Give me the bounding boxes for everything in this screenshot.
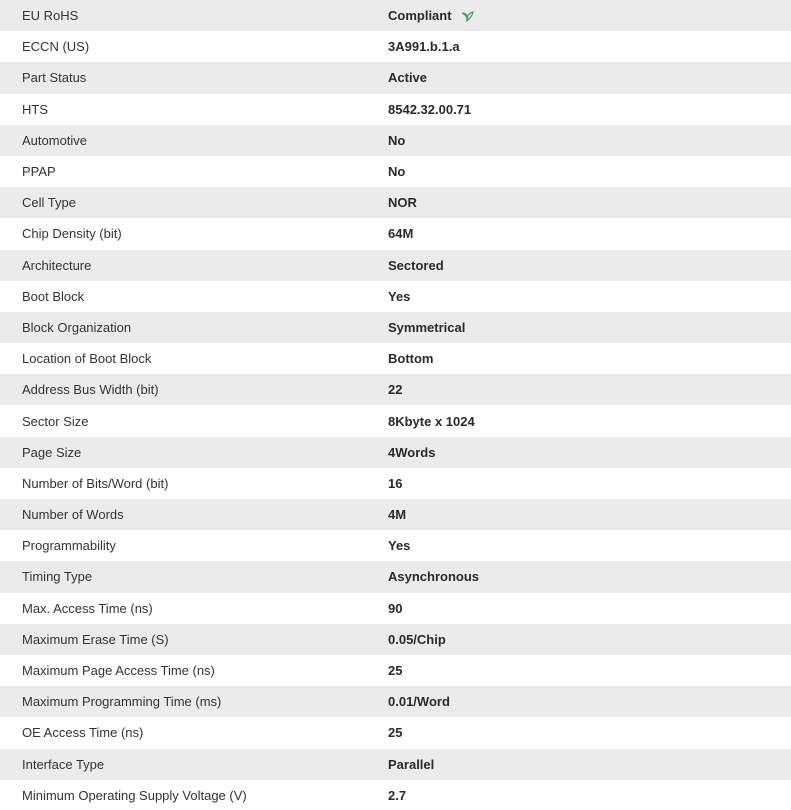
spec-label: Chip Density (bit) [22, 226, 122, 242]
spec-row-page-size [0, 437, 791, 468]
spec-value: 22 [388, 382, 403, 398]
spec-value: Bottom [388, 351, 434, 367]
spec-value: 4M [388, 507, 407, 523]
spec-value: 90 [388, 600, 403, 616]
spec-label: Architecture [22, 257, 92, 273]
spec-value: 8542.32.00.71 [388, 101, 472, 117]
spec-label: HTS [22, 101, 48, 117]
spec-value: Yes [388, 538, 411, 554]
spec-row-oe-access-time [0, 717, 791, 748]
spec-label: Number of Words [22, 507, 124, 523]
spec-row-timing-type [0, 561, 791, 592]
spec-label: EU RoHS [22, 8, 79, 24]
spec-row-eu-rohs [0, 0, 791, 31]
spec-value: Sectored [388, 257, 444, 273]
spec-row-location-of-boot-block [0, 343, 791, 374]
spec-row-boot-block [0, 281, 791, 312]
spec-label: Sector Size [22, 413, 89, 429]
spec-label: Minimum Operating Supply Voltage (V) [22, 787, 247, 803]
spec-label: Number of Bits/Word (bit) [22, 475, 169, 491]
spec-value: Symmetrical [388, 319, 466, 335]
spec-label: Programmability [22, 538, 116, 554]
spec-row-chip-density [0, 218, 791, 249]
spec-value: No [388, 164, 406, 180]
spec-label: OE Access Time (ns) [22, 725, 144, 741]
spec-value: Compliant [388, 8, 452, 24]
spec-label: Cell Type [22, 195, 76, 211]
spec-label: Part Status [22, 70, 87, 86]
spec-value: Asynchronous [388, 569, 480, 585]
spec-row-min-operating-supply-voltage [0, 780, 791, 810]
spec-label: Interface Type [22, 756, 105, 772]
spec-row-max-erase-time [0, 624, 791, 655]
spec-row-interface-type [0, 749, 791, 780]
spec-value: Parallel [388, 756, 435, 772]
spec-label: Boot Block [22, 288, 85, 304]
spec-value-wrapper [388, 8, 791, 23]
spec-label: ECCN (US) [22, 39, 90, 55]
spec-value: 8Kbyte x 1024 [388, 413, 475, 429]
spec-value: Active [388, 70, 428, 86]
spec-label: PPAP [22, 164, 56, 180]
spec-value: Yes [388, 288, 411, 304]
spec-label: Timing Type [22, 569, 93, 585]
spec-label: Block Organization [22, 319, 132, 335]
spec-row-sector-size [0, 405, 791, 436]
leaf-icon [460, 10, 474, 22]
spec-value: 2.7 [388, 787, 407, 803]
spec-row-number-of-words [0, 499, 791, 530]
spec-row-max-page-access-time [0, 655, 791, 686]
spec-value: 64M [388, 226, 414, 242]
spec-label: Location of Boot Block [22, 351, 152, 367]
spec-value: No [388, 132, 406, 148]
spec-row-hts [0, 94, 791, 125]
spec-value: 0.05/Chip [388, 631, 446, 647]
spec-row-cell-type [0, 187, 791, 218]
spec-label: Max. Access Time (ns) [22, 600, 153, 616]
spec-label: Automotive [22, 132, 88, 148]
spec-row-ppap [0, 156, 791, 187]
spec-row-block-organization [0, 312, 791, 343]
spec-label: Maximum Page Access Time (ns) [22, 663, 215, 679]
spec-value: 0.01/Word [388, 694, 450, 710]
spec-value: 16 [388, 475, 403, 491]
spec-row-automotive [0, 125, 791, 156]
spec-value: 3A991.b.1.a [388, 39, 460, 55]
spec-row-bits-per-word [0, 468, 791, 499]
spec-value: 25 [388, 663, 403, 679]
spec-row-part-status [0, 62, 791, 93]
spec-row-eccn [0, 31, 791, 62]
spec-value: NOR [388, 195, 417, 211]
spec-row-architecture [0, 250, 791, 281]
spec-label: Page Size [22, 444, 82, 460]
spec-value: 25 [388, 725, 403, 741]
spec-row-max-programming-time [0, 686, 791, 717]
spec-row-programmability [0, 530, 791, 561]
spec-value: 4Words [388, 444, 436, 460]
spec-row-max-access-time [0, 593, 791, 624]
spec-row-address-bus-width [0, 374, 791, 405]
spec-label: Address Bus Width (bit) [22, 382, 159, 398]
spec-label: Maximum Programming Time (ms) [22, 694, 222, 710]
spec-label: Maximum Erase Time (S) [22, 631, 169, 647]
